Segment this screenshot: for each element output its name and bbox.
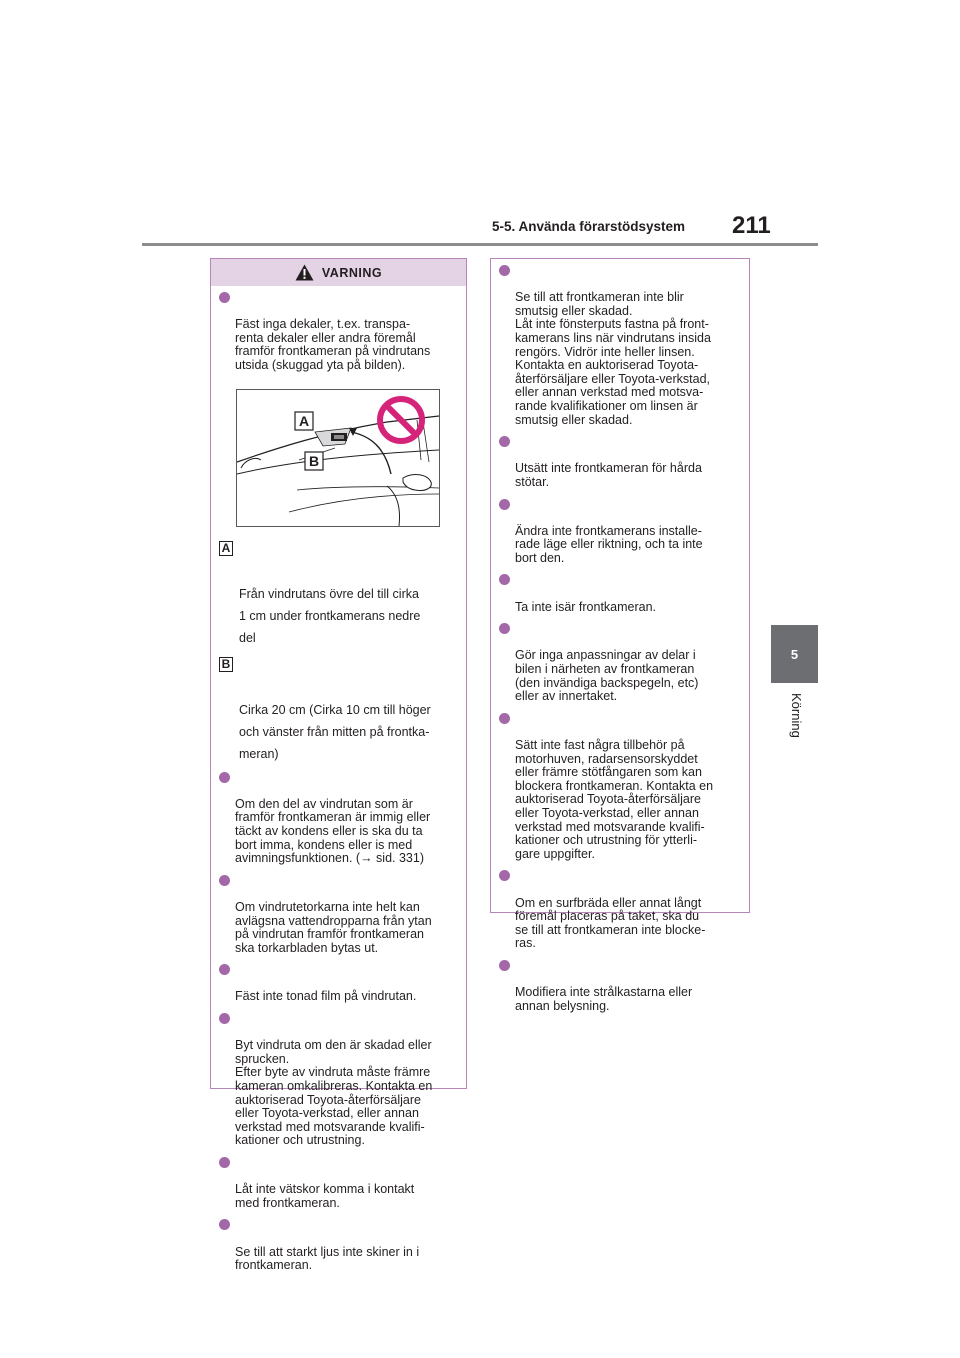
item-text: Se till att frontkameran inte blir smutsig eller skadad. Låt inte fönsterputs fastna på front- kamerans lins när vindrutans insida rengörs. Vidrör inte heller linsen. Kontakta en auktoriserad Toyota- återförsäljare eller Toyota-verkstad, eller annan verkstad med motsva- rande kvalifikationer om linsen är smutsig eller skadad. bbox=[515, 290, 711, 427]
warning-item bbox=[219, 771, 458, 866]
warning-item bbox=[499, 498, 741, 566]
bullet-icon bbox=[499, 499, 510, 510]
warning-item bbox=[499, 573, 741, 614]
warning-triangle-icon bbox=[295, 264, 314, 281]
item-text: Gör inga anpassningar av delar i bilen i närheten av frontkameran (den invändiga backspegeln, etc) eller av innertaket. bbox=[515, 648, 699, 704]
chapter-tab bbox=[771, 625, 818, 683]
warning-item bbox=[499, 712, 741, 862]
callout-key-a: A bbox=[219, 541, 233, 556]
callout-b bbox=[219, 655, 458, 765]
item-text: Fäst inga dekaler, t.ex. transpa- renta dekaler eller andra föremål framför frontkameran på vindrutans utsida (skuggad yta på bilden). bbox=[235, 317, 431, 372]
bullet-icon bbox=[219, 964, 230, 975]
bullet-icon bbox=[499, 960, 510, 971]
warning-item bbox=[499, 435, 741, 489]
item-text: Byt vindruta om den är skadad eller sprucken. Efter byte av vindruta måste främre kameran omkalibreras. Kontakta en auktoriserad Toyota-återförsäljare eller Toyota-verkstad, eller annan verkstad med motsvarande kvalifi- kationer och utrustning. bbox=[235, 1038, 433, 1148]
warning-item bbox=[219, 1218, 458, 1272]
bullet-icon bbox=[219, 1013, 230, 1024]
item-text: Låt inte vätskor komma i kontakt med frontkameran. bbox=[235, 1182, 415, 1210]
item-text: Utsätt inte frontkameran för hårda stötar. bbox=[515, 461, 702, 489]
bullet-icon bbox=[499, 574, 510, 585]
callout-text: Från vindrutans övre del till cirka 1 cm under frontkamerans nedre del bbox=[239, 586, 421, 645]
warning-item bbox=[219, 874, 458, 956]
page-number: 211 bbox=[732, 212, 771, 239]
warning-title: VARNING bbox=[321, 265, 383, 280]
warning-item bbox=[499, 622, 741, 704]
bullet-icon bbox=[219, 1157, 230, 1168]
warning-continued-box bbox=[490, 258, 750, 1013]
item-text: Om den del av vindrutan som är framför frontkameran är immig eller täckt av kondens eller is ska du ta bort imma, kondens eller is med avimningsfunktionen. (→ sid. 331) bbox=[235, 796, 431, 866]
bullet-icon bbox=[499, 265, 510, 276]
item-text: Fäst inte tonad film på vindrutan. bbox=[235, 989, 417, 1004]
warning-item bbox=[219, 963, 458, 1004]
camera-illustration bbox=[236, 389, 440, 527]
bullet-icon bbox=[219, 875, 230, 886]
warning-item bbox=[499, 959, 741, 1013]
warning-header bbox=[211, 259, 466, 286]
bullet-icon bbox=[499, 436, 510, 447]
bullet-icon bbox=[499, 713, 510, 724]
callout-a bbox=[219, 539, 458, 649]
chapter-number: 5 bbox=[790, 646, 799, 662]
bullet-icon bbox=[219, 292, 230, 303]
item-text: Ändra inte frontkamerans installe- rade läge eller riktning, och ta inte bort den. bbox=[515, 523, 703, 565]
bullet-icon bbox=[219, 772, 230, 783]
warning-item bbox=[499, 869, 741, 951]
item-text: Modifiera inte strålkastarna eller annan belysning. bbox=[515, 985, 693, 1013]
figure-label-b: B bbox=[308, 452, 320, 469]
figure-label-a: A bbox=[298, 412, 310, 429]
section-title: 5-5. Använda förarstödsystem bbox=[492, 219, 686, 234]
chapter-label: Körning bbox=[789, 693, 804, 738]
item-text: Om vindrutetorkarna inte helt kan avlägsna vattendropparna från ytan på vindrutan framför frontkameran ska torkarbladen bytas ut. bbox=[235, 899, 432, 955]
warning-item bbox=[219, 291, 458, 373]
warning-item bbox=[219, 1012, 458, 1148]
warning-item bbox=[219, 1156, 458, 1210]
warning-box bbox=[210, 258, 467, 1273]
item-text: Se till att starkt ljus inte skiner in i frontkameran. bbox=[235, 1244, 420, 1273]
callout-key-b: B bbox=[219, 657, 233, 672]
bullet-icon bbox=[219, 1219, 230, 1230]
callout-text: Cirka 20 cm (Cirka 10 cm till höger och vänster från mitten på frontka- meran) bbox=[239, 702, 431, 761]
item-text: Ta inte isär frontkameran. bbox=[515, 599, 657, 614]
item-text: Sätt inte fast några tillbehör på motorhuven, radarsensorskyddet eller främre stötfångaren som kan blockera frontkameran. Kontakta en auktoriserad Toyota-återförsäljare eller Toyota-verkstad, eller annan verkstad med motsvarande kvalifi- kationer och utrustning för ytterli- gare uppgifter. bbox=[515, 738, 714, 861]
bullet-icon bbox=[499, 623, 510, 634]
bullet-icon bbox=[499, 870, 510, 881]
header-rule bbox=[142, 243, 818, 246]
warning-item bbox=[499, 264, 741, 427]
prohibition-icon bbox=[380, 399, 422, 441]
item-text: Om en surfbräda eller annat långt föremål placeras på taket, ska du se till att frontkameran inte blocke- ras. bbox=[515, 895, 706, 951]
